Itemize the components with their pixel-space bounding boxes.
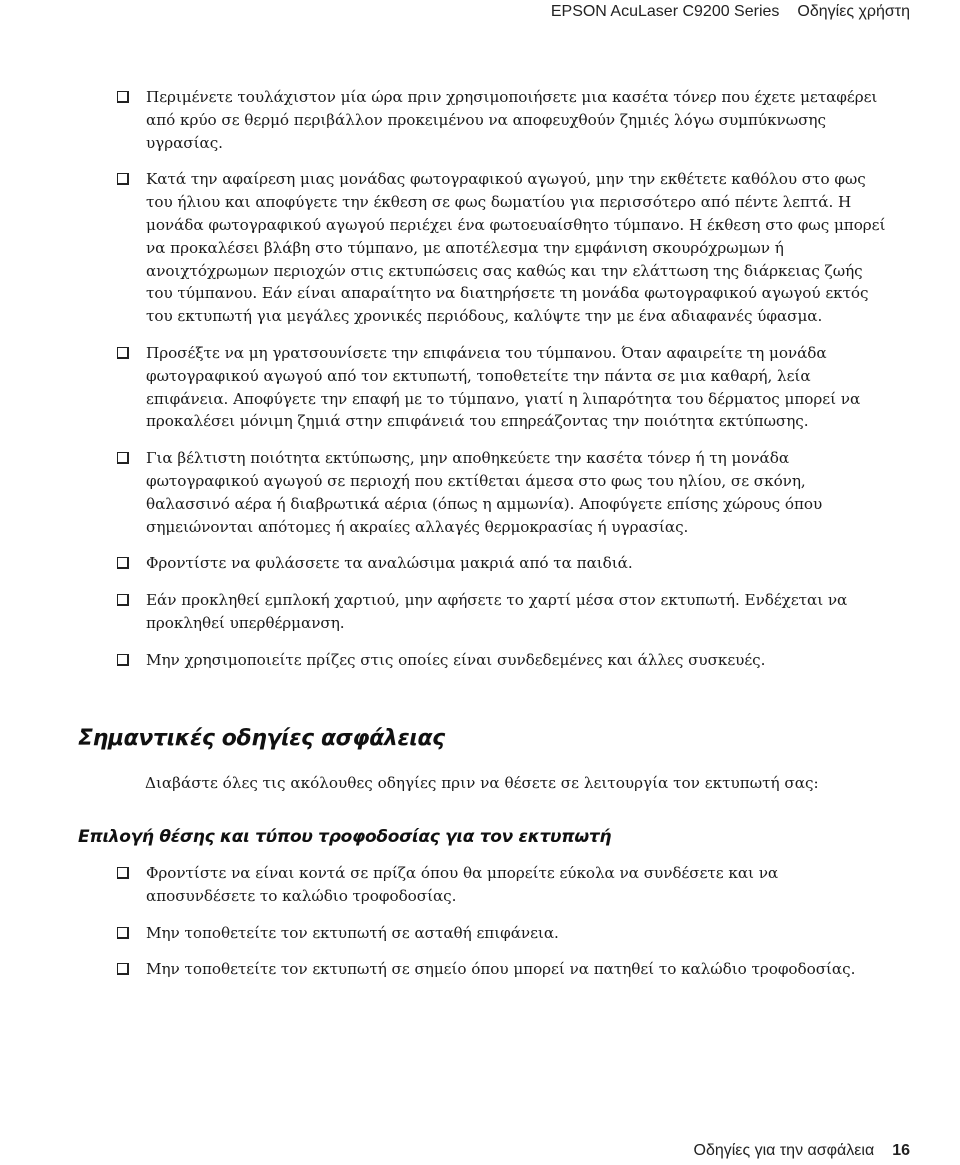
footer-section-title: Οδηγίες για την ασφάλεια — [693, 1142, 875, 1159]
list-item — [117, 447, 887, 538]
checkbox-bullet-icon — [117, 173, 129, 185]
precautions-list — [117, 86, 887, 672]
list-item — [117, 589, 887, 635]
list-item-text: Για βέλτιστη ποιότητα εκτύπωσης, μην αποθηκεύετε την κασέτα τόνερ ή τη μονάδα φωτογραφικού αγωγού σε περιοχή που εκτίθεται άμεσα στο φως του ηλίου, σε σκόνη, θαλασσινό αέρα ή διαβρωτικά αέρια (όπως η αμμωνία). Αποφύγετε επίσης χώρους όπου σημειώνονται απότομες ή ακραίες αλλαγές θερμοκρασίας ή υγρασίας. — [146, 449, 823, 536]
subsection-heading: Επιλογή θέσης και τύπου τροφοδοσίας για τον εκτυπωτή — [78, 827, 612, 847]
checkbox-bullet-icon — [117, 452, 129, 464]
list-item — [117, 922, 887, 945]
list-item-text: Προσέξτε να μη γρατσουνίσετε την επιφάνεια του τύμπανου. Όταν αφαιρείτε τη μονάδα φωτογραφικού αγωγού από τον εκτυπωτή, τοποθετείτε την πάντα σε μια καθαρή, λεία επιφάνεια. Αποφύγετε την επαφή με το τύμπανο, γιατί η λιπαρότητα του δέρματος μπορεί να προκαλέσει μόνιμη ζημιά στην επιφάνειά του επηρεάζοντας την ποιότητα εκτύπωσης. — [146, 343, 861, 431]
list-item — [117, 862, 887, 908]
list-item-text: Μην τοποθετείτε τον εκτυπωτή σε σημείο όπου μπορεί να πατηθεί το καλώδιο τροφοδοσίας. — [146, 960, 856, 979]
page-footer — [694, 1142, 911, 1160]
list-item-text: Φροντίστε να είναι κοντά σε πρίζα όπου θα μπορείτε εύκολα να συνδέσετε και να αποσυνδέσετε το καλώδιο τροφοδοσίας. — [146, 864, 779, 905]
list-item-text: Κατά την αφαίρεση μιας μονάδας φωτογραφικού αγωγού, μην την εκθέτετε καθόλου στο φως του ήλιου και αποφύγετε την έκθεση σε φως δωματίου για περισσότερο από πέντε λεπτά. Η μονάδα φωτογραφικού αγωγού περιέχει ένα φωτοευαίσθητο τύμπανο. Η έκθεση στο φως μπορεί να προκαλέσει βλάβη στο τύμπανο, με αποτέλεσμα την εμφάνιση σκουρόχρωμων ή ανοιχτόχρωμων περιοχών στις εκτυπώσεις σας καθώς και την ελάττωση της διάρκειας ζωής του τύμπανου. Εάν είναι απαραίτητο να διατηρήσετε τη μονάδα φωτογραφικού αγωγού εκτός του εκτυπωτή για μεγάλες χρονικές περιόδους, καλύψτε την με ένα αδιαφανές ύφασμα. — [146, 170, 886, 326]
list-item — [117, 552, 887, 575]
checkbox-bullet-icon — [117, 347, 129, 359]
list-item — [117, 342, 887, 433]
list-item — [117, 649, 887, 672]
list-item — [117, 168, 887, 328]
page-header — [551, 0, 910, 24]
checkbox-bullet-icon — [117, 963, 129, 975]
list-item-text: Περιμένετε τουλάχιστον μία ώρα πριν χρησιμοποιήσετε μια κασέτα τόνερ που έχετε μεταφέρει από κρύο σε θερμό περιβάλλον προκειμένου να αποφευχθούν ζημιές λόγω συμπύκνωσης υγρασίας. — [146, 88, 878, 152]
checkbox-bullet-icon — [117, 927, 129, 939]
location-power-list — [117, 862, 887, 981]
section-heading: Σημαντικές οδηγίες ασφάλειας — [78, 726, 445, 751]
checkbox-bullet-icon — [117, 654, 129, 666]
checkbox-bullet-icon — [117, 594, 129, 606]
page-number: 16 — [892, 1142, 910, 1159]
list-item-text: Μην χρησιμοποιείτε πρίζες στις οποίες είναι συνδεδεμένες και άλλες συσκευές. — [146, 650, 766, 669]
intro-text: Διαβάστε όλες τις ακόλουθες οδηγίες πριν να θέσετε σε λειτουργία τον εκτυπωτή σας: — [145, 774, 819, 792]
document-title: Οδηγίες χρήστη — [797, 3, 910, 20]
list-item — [117, 958, 887, 981]
checkbox-bullet-icon — [117, 557, 129, 569]
list-item-text: Φροντίστε να φυλάσσετε τα αναλώσιμα μακριά από τα παιδιά. — [146, 554, 633, 573]
list-item — [117, 86, 887, 154]
product-name: EPSON AcuLaser C9200 Series — [550, 3, 780, 20]
list-item-text: Εάν προκληθεί εμπλοκή χαρτιού, μην αφήσετε το χαρτί μέσα στον εκτυπωτή. Ενδέχεται να προκληθεί υπερθέρμανση. — [146, 591, 848, 632]
checkbox-bullet-icon — [117, 867, 129, 879]
checkbox-bullet-icon — [117, 91, 129, 103]
list-item-text: Μην τοποθετείτε τον εκτυπωτή σε ασταθή επιφάνεια. — [146, 923, 559, 942]
